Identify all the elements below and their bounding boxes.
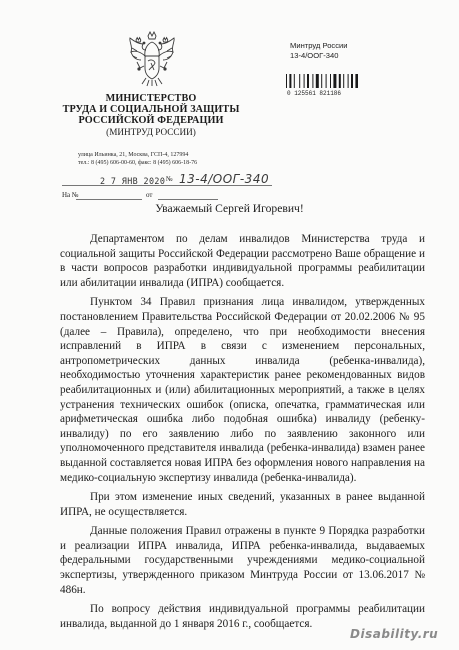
in-reply-underline: [76, 199, 142, 200]
ministry-line-1: МИНИСТЕРСТВО: [105, 93, 197, 104]
watermark: Disability.ru: [350, 627, 439, 641]
ministry-line-2: ТРУДА И СОЦИАЛЬНОЙ ЗАЩИТЫ: [62, 104, 240, 115]
date-stamp: 2 7 ЯНВ 2020: [100, 176, 166, 186]
ref-number: 13-4/ООГ-340: [290, 51, 339, 60]
paragraph: Департаментом по делам инвалидов Министерства труда и социальной защиты Российской Федерации рассмотрено Ваше обращение и в части вопросов разработки индивидуальной программы реабилитации или абилитации инвалида (ИПРА) сообщается.: [60, 233, 425, 289]
org-name: Минтруд России: [290, 41, 348, 50]
salutation: Уважаемый Сергей Игоревич!: [155, 202, 304, 215]
letter-body: [60, 232, 425, 636]
barcode-number: 0 125561 821186: [287, 90, 342, 97]
ministry-line-3: РОССИЙСКОЙ ФЕДЕРАЦИИ: [78, 115, 224, 126]
from-underline: [158, 199, 218, 200]
paragraph: При этом изменение иных сведений, указанных в ранее выданной ИПРА, не осуществляется.: [60, 491, 425, 518]
ministry-short-name: (МИНТРУД РОССИИ): [106, 127, 196, 137]
from-label: от: [146, 191, 153, 199]
paragraph: Данные положения Правил отражены в пункте 9 Порядка разработки и реализации ИПРА инвалида, ИПРА ребенка-инвалида, выдаваемых федеральными государственными учреждениями медико-социальной экспертизы, утвержденного приказом Минтруда России от 13.06.2017 № 486н.: [60, 525, 425, 596]
registration-block: [62, 172, 272, 202]
in-reply-label: На №: [62, 191, 79, 199]
incoming-registration: [290, 41, 348, 61]
russian-coat-of-arms-icon: [127, 30, 177, 88]
number-label: №: [166, 175, 173, 183]
paragraph: По вопросу действия индивидуальной программы реабилитации инвалида, выданной до 1 января 2016 г., сообщается.: [60, 603, 425, 630]
reg-underline: [62, 185, 272, 186]
ministry-address: [78, 151, 298, 167]
ministry-header: [58, 93, 244, 138]
phone-line: тел.: 8 (495) 606-00-60, факс: 8 (495) 606-18-76: [78, 160, 198, 166]
paragraph: Пунктом 34 Правил признания лица инвалидом, утвержденных постановлением Правительства Российской Федерации от 20.02.2006 № 95 (далее – Правила), определено, что при необходимости внесения исправлений в ИПРА в связи с изменением персональных, антропометрических данных инвалида (ребенка-инвалида), необходимостью уточнения характеристик ранее рекомендованных видов реабилитационных и (или) абилитационных мероприятий, а также в целях устранения технических ошибок (описка, опечатка, грамматическая или арифметическая ошибка либо подобная ошибка) инвалиду (ребенку-инвалиду) по его заявлению либо по заявлению законного или уполномоченного представителя инвалида (ребенка-инвалида) взамен ранее выданной составляется новая ИПРА без оформления нового направления на медико-социальную экспертизу инвалида (ребенка-инвалида).: [60, 296, 425, 484]
handwritten-reg-number: 13-4/ООГ-340: [179, 172, 270, 186]
address-line: улица Ильинка, 21, Москва, ГСП-4, 127994: [78, 152, 189, 158]
barcode-icon: [286, 74, 358, 88]
